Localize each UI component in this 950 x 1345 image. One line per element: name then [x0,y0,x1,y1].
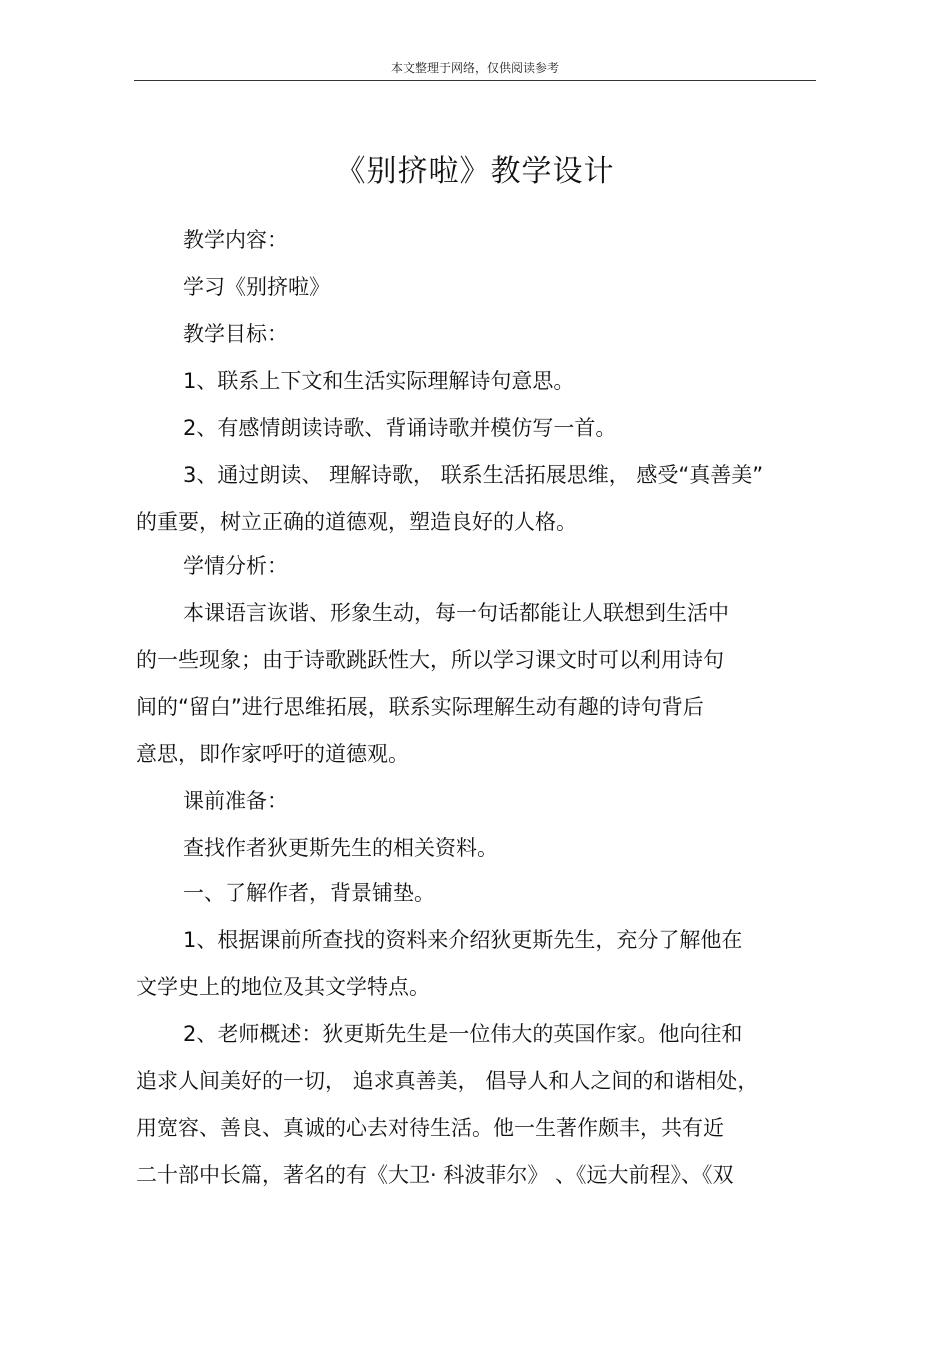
text-line: 2、老师概述：狄更斯先生是一位伟大的英国作家。他向往和 [183,1022,743,1046]
text-line: 3、通过朗读、 理解诗歌， 联系生活拓展思维， 感受“真善美” [183,463,764,487]
text-line: 间的“留白”进行思维拓展，联系实际理解生动有趣的诗句背后 [136,695,704,719]
document-title: 《别挤啦》教学设计 [335,154,615,189]
text-line: 1、根据课前所查找的资料来介绍狄更斯先生，充分了解他在 [183,928,743,952]
text-line: 本课语言诙谐、形象生动，每一句话都能让人联想到生活中 [183,601,729,625]
text-line: 用宽容、善良、真诚的心去对待生活。他一生著作颇丰，共有近 [136,1116,724,1140]
text-line: 查找作者狄更斯先生的相关资料。 [183,836,498,860]
text-line: 2、有感情朗读诗歌、背诵诗歌并模仿写一首。 [183,416,617,440]
text-line: 一、了解作者，背景铺垫。 [183,881,435,905]
page-header: 本文整理于网络，仅供阅读参考 [390,61,559,75]
text-line: 教学内容： [183,228,288,252]
text-line: 课前准备： [183,789,288,813]
text-line: 的一些现象；由于诗歌跳跃性大，所以学习课文时可以利用诗句 [136,648,724,672]
text-line: 学情分析： [183,554,288,578]
text-line: 教学目标： [183,322,288,346]
text-line: 1、联系上下文和生活实际理解诗句意思。 [183,369,575,393]
header-divider [134,80,816,81]
text-line: 二十部中长篇，著名的有《大卫· 科波菲尔》 、《远大前程》、《双 [136,1163,734,1187]
text-line: 文学史上的地位及其文学特点。 [136,975,430,999]
text-line: 追求人间美好的一切， 追求真善美， 倡导人和人之间的和谐相处， [136,1069,759,1093]
text-line: 学习《别挤啦》 [183,275,330,299]
text-line: 的重要，树立正确的道德观，塑造良好的人格。 [136,510,577,534]
text-line: 意思，即作家呼吁的道德观。 [136,742,409,766]
